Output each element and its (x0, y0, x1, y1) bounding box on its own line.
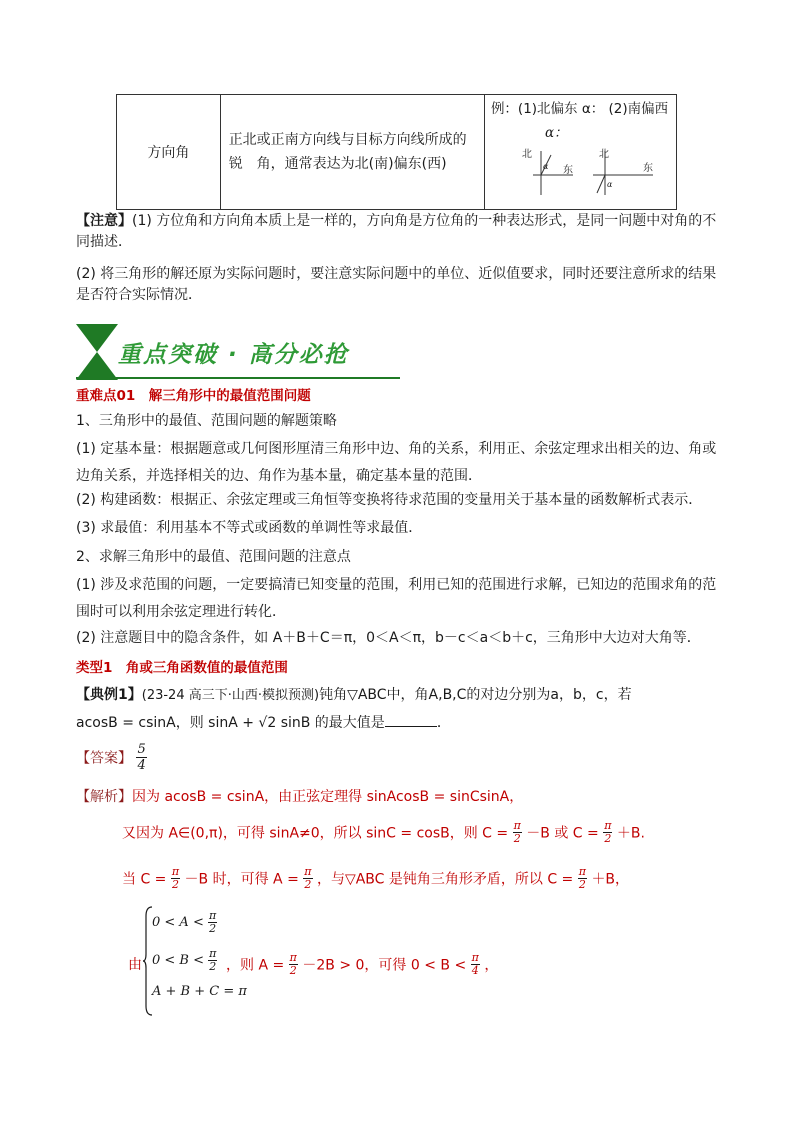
answer-blank (385, 712, 437, 727)
frac-den: 2 (304, 878, 312, 891)
table-example-cell (484, 95, 676, 210)
system-frac-1 (208, 910, 217, 935)
note-tag: 【注意】 (76, 213, 132, 229)
table-definition-cell: 正北或正南方向线与目标方向线所成的锐 角，通常表达为北(南)偏东(西) (220, 95, 484, 210)
frac-num: π (471, 951, 479, 964)
answer-line (76, 742, 147, 773)
pi-over-4-frac (471, 952, 480, 977)
system-eq-3: A + B + C = π (152, 984, 247, 999)
analysis-text-2a: 又因为 A∈(0,π)，可得 sinA≠0，所以 sinC = cosB，则 C = (122, 825, 509, 842)
frac-num: π (289, 951, 297, 964)
example-question: 钝角▽ABC中，角A,B,C的对边分别为a，b，c，若 (319, 687, 632, 703)
north-label-2: 北 (598, 149, 609, 160)
pi-over-2-frac-6 (289, 952, 298, 977)
system-eq-2-text: 0 < B < (152, 953, 205, 968)
frac-num: π (513, 819, 521, 832)
analysis-tag: 【解析】 (76, 789, 132, 805)
frac-den: 4 (471, 964, 479, 977)
analysis-line-3 (122, 866, 629, 891)
example-line-1 (76, 684, 632, 704)
answer-denominator: 4 (137, 758, 146, 773)
notice-title: 2、求解三角形中的最值、范围问题的注意点 (76, 549, 351, 565)
frac-num: π (209, 947, 217, 960)
example-line-2 (76, 712, 451, 732)
section-heading: 重难点01 解三角形中的最值范围问题 (76, 388, 311, 404)
direction-diagram (513, 145, 673, 201)
pi-over-2-frac-2 (603, 820, 612, 845)
system-eq-1 (152, 910, 217, 935)
example-period: ． (436, 715, 451, 731)
frac-den: 2 (604, 832, 612, 845)
note-text-1: (1) 方位角和方向角本质上是一样的，方向角是方位角的一种表达形式，是同一问题中对角的不同描述． (76, 213, 717, 250)
analysis-line-4 (226, 952, 498, 977)
analysis-text-2b: －B 或 C = (526, 825, 599, 842)
banner-title: 重点突破 · 高分必抢 (118, 342, 349, 368)
frac-num: π (604, 819, 612, 832)
strategy-point-2: (2) 构建函数：根据正、余弦定理或三角恒等变换将待求范围的变量用关于基本量的函数解析式表示． (76, 492, 703, 508)
table-term-cell: 方向角 (117, 95, 221, 210)
pi-over-2-frac (513, 820, 522, 845)
answer-fraction (136, 742, 146, 773)
note-paragraph-2: (2) 将三角形的解还原为实际问题时，要注意实际问题中的单位、近似值要求，同时还要注意所求的结果是否符合实际情况． (76, 266, 717, 303)
example-text: 例：(1)北偏东 α： (2)南偏西 (490, 101, 669, 117)
answer-numerator: 5 (137, 742, 146, 757)
system-eq-1-text: 0 < A < (152, 915, 204, 930)
analysis-text-2c: ＋B. (616, 825, 645, 842)
frac-num: π (171, 865, 180, 878)
analysis-text-3a: 当 C = (122, 871, 167, 888)
note-paragraph-1 (76, 211, 726, 253)
analysis-text-3b: －B 时，可得 A = (184, 871, 299, 888)
system-frac-2 (208, 948, 217, 973)
analysis-text-3d: ＋B， (591, 871, 630, 888)
example-tag: 【典例1】 (76, 687, 142, 703)
east-label-2: 东 (642, 163, 653, 174)
east-label: 东 (562, 165, 573, 176)
frac-den: 2 (209, 960, 217, 973)
direction-angle-table (116, 94, 677, 210)
notice-point-1: (1) 涉及求范围的问题，一定要搞清已知变量的范围，利用已知的范围进行求解，已知边的范围求角的范围时可以利用余弦定理进行转化． (76, 577, 717, 620)
analysis-text-4a: ，则 A = (226, 957, 285, 974)
type1-heading: 类型1 角或三角函数值的最值范围 (76, 660, 288, 676)
notice-point-2: (2) 注意题目中的隐含条件，如 A＋B＋C＝π，0＜A＜π，b－c＜a＜b＋c，三角形中大边对大角等． (76, 630, 701, 646)
analysis-prefix: 由 (128, 957, 142, 973)
strategy-title: 1、三角形中的最值、范围问题的解题策略 (76, 413, 337, 429)
alpha-label: α (542, 162, 549, 171)
pi-over-2-frac-4 (303, 866, 312, 891)
example-question-2: acosB = csinA，则 sinA + √2 sinB 的最大值是 (76, 715, 385, 731)
system-eq-2 (152, 948, 217, 973)
north-label: 北 (521, 149, 532, 160)
strategy-point-1: (1) 定基本量：根据题意或几何图形厘清三角形中边、角的关系，利用正、余弦定理求出相关的边、角或边角关系，并选择相关的边、角作为基本量，确定基本量的范围． (76, 441, 717, 484)
answer-tag: 【答案】 (76, 750, 132, 767)
frac-den: 2 (513, 832, 521, 845)
example-source: (23-24 高三下·山西·模拟预测) (141, 688, 320, 703)
analysis-text-4c: ， (484, 957, 499, 974)
analysis-text-1: 因为 acosB = csinA，由正弦定理得 sinAcosB = sinCsinA， (132, 789, 524, 805)
strategy-point-3: (3) 求最值：利用基本不等式或函数的单调性等求最值． (76, 520, 423, 536)
frac-den: 2 (289, 964, 297, 977)
banner-hourglass-icon (76, 324, 118, 380)
pi-over-2-frac-3 (171, 866, 180, 891)
analysis-text-3c: ，与▽ABC 是钝角三角形矛盾，所以 C = (316, 871, 574, 888)
frac-num: π (578, 865, 586, 878)
alpha-label-2: α (606, 180, 613, 189)
frac-num: π (208, 909, 217, 922)
frac-den: 2 (171, 878, 179, 891)
frac-num: π (304, 865, 312, 878)
analysis-text-4b: －2B > 0，可得 0 < B < (302, 957, 467, 974)
analysis-line-2 (122, 820, 645, 845)
analysis-line-1 (76, 786, 523, 806)
frac-den: 2 (578, 878, 586, 891)
pi-over-2-frac-5 (578, 866, 587, 891)
example-text-alpha: α： (544, 125, 568, 141)
frac-den: 2 (209, 922, 217, 935)
